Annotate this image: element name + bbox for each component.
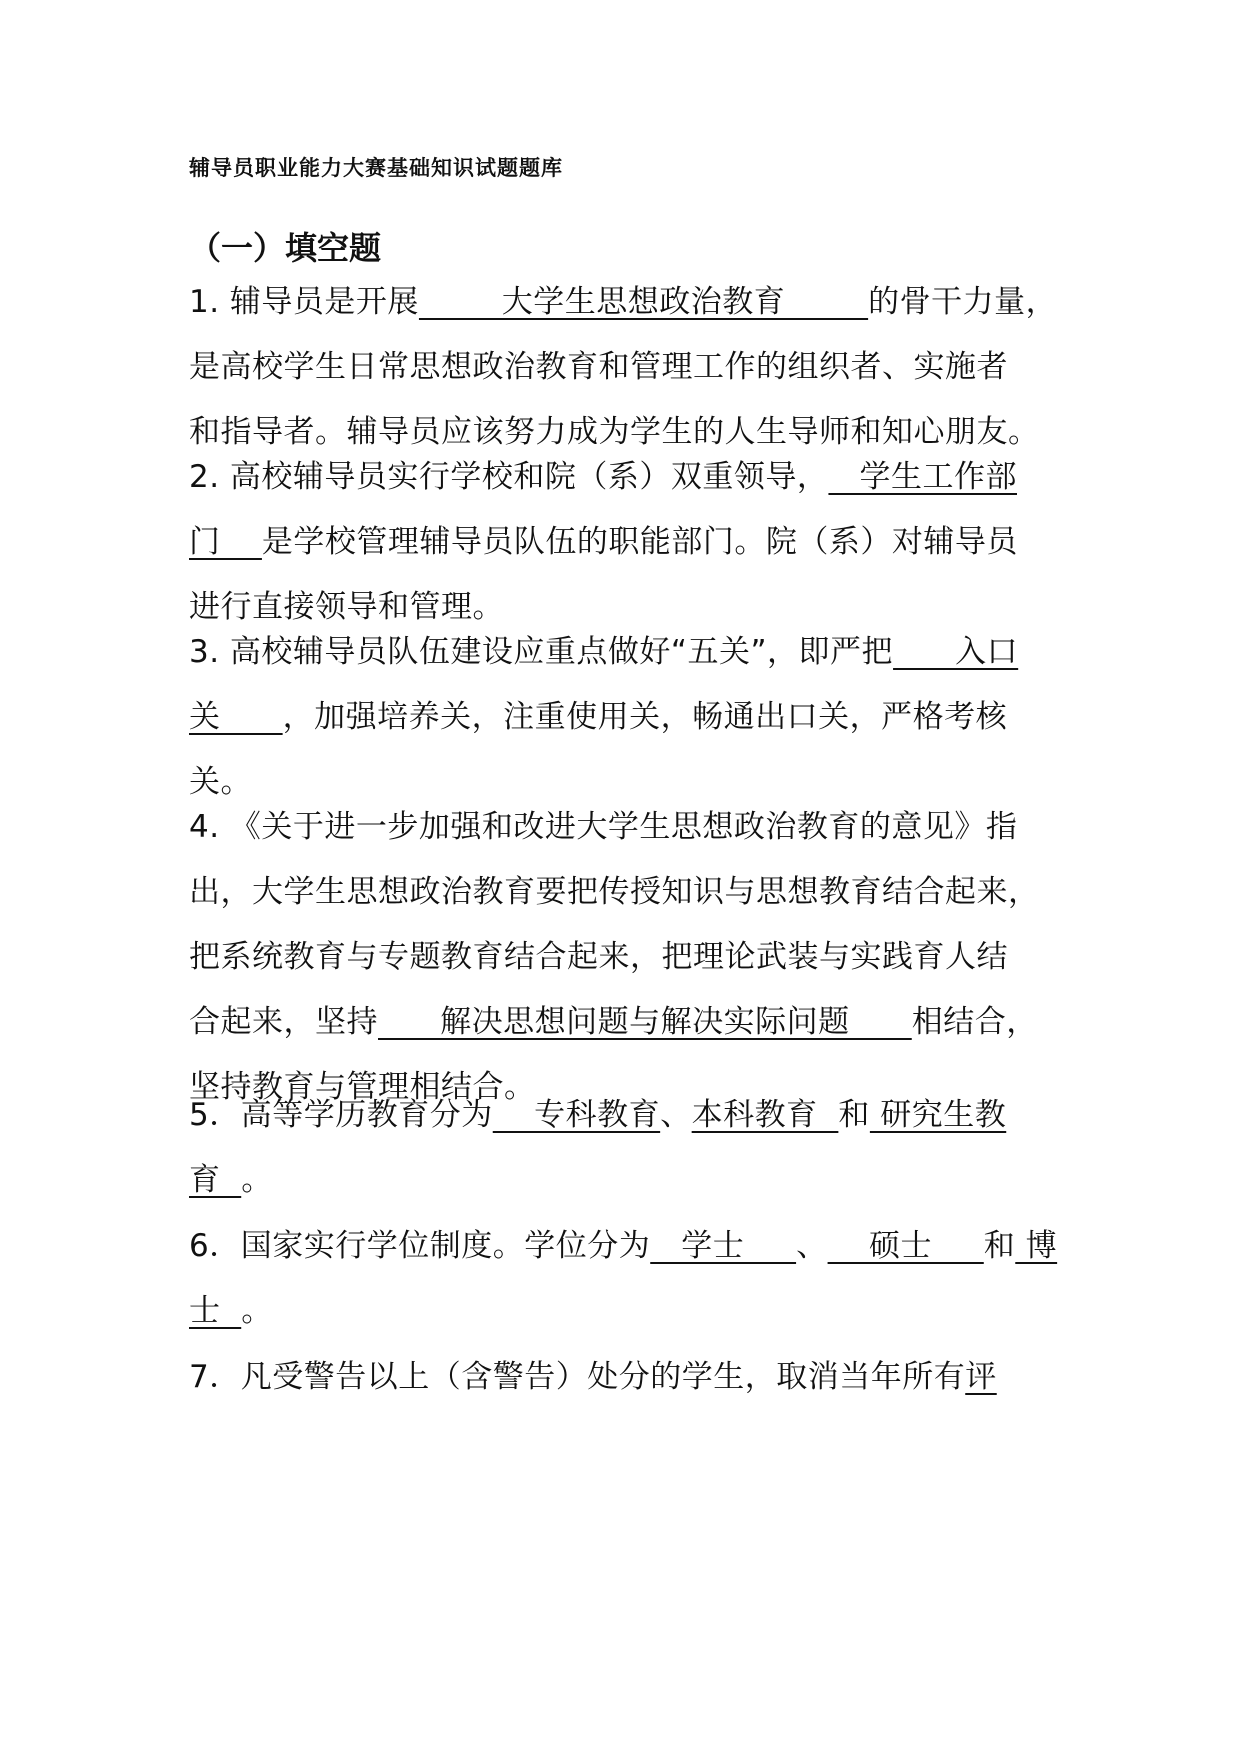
question-line: 关。	[189, 764, 252, 800]
question-7	[189, 1345, 1069, 1410]
question-6	[189, 1214, 1069, 1344]
question-line: 和指导者。辅导员应该努力成为学生的人生导师和知心朋友。	[189, 414, 1040, 450]
answer-blank: 专科教育	[492, 1097, 661, 1133]
question-text: 7．凡受警告以上（含警告）处分的学生，取消当年所有	[189, 1359, 966, 1395]
question-text: 和	[983, 1228, 1016, 1264]
question-text: 1. 辅导员是开展	[189, 284, 419, 320]
answer-blank: 育	[189, 1162, 242, 1198]
question-2	[189, 445, 1069, 640]
question-3	[189, 620, 1069, 815]
answer-blank: 入口	[893, 634, 1019, 670]
question-text: 、	[796, 1228, 828, 1264]
question-line	[189, 1279, 1069, 1344]
question-text: 的骨干力量，	[868, 284, 1058, 320]
question-line	[189, 990, 1069, 1055]
question-line: 是高校学生日常思想政治教育和管理工作的组织者、实施者	[189, 349, 1008, 385]
answer-blank: 评	[965, 1359, 997, 1395]
question-text: 。	[241, 1293, 273, 1329]
answer-blank: 研究生教	[869, 1097, 1007, 1133]
question-line	[189, 270, 1069, 335]
question-text: 相结合，	[911, 1004, 1038, 1040]
question-line: 把系统教育与专题教育结合起来，把理论武装与实践育人结	[189, 939, 1008, 975]
answer-blank: 门	[189, 524, 262, 560]
question-line: 出，大学生思想政治教育要把传授知识与思想教育结合起来，	[189, 874, 1040, 910]
question-line	[189, 1148, 1069, 1213]
question-1	[189, 270, 1069, 465]
question-line: 坚持教育与管理相结合。	[189, 1069, 536, 1105]
question-text: 和	[838, 1097, 870, 1133]
question-text: 合起来，坚持	[189, 1004, 378, 1040]
answer-blank: 博	[1015, 1228, 1058, 1264]
question-line	[189, 445, 1069, 510]
question-line	[189, 1214, 1069, 1279]
answer-blank: 硕士	[827, 1228, 984, 1264]
question-line	[189, 620, 1069, 685]
section-title: （一）填空题	[189, 229, 382, 267]
answer-blank: 关	[189, 699, 283, 735]
document-title: 辅导员职业能力大赛基础知识试题题库	[189, 155, 563, 180]
question-text: 6．国家实行学位制度。学位分为	[189, 1228, 651, 1264]
answer-blank: 士	[189, 1293, 242, 1329]
question-text: ，加强培养关，注重使用关，畅通出口关，严格考核	[282, 699, 1008, 735]
question-text: 、	[660, 1097, 692, 1133]
question-text: 2. 高校辅导员实行学校和院（系）双重领导，	[189, 459, 829, 495]
question-line: 进行直接领导和管理。	[189, 589, 504, 625]
question-line	[189, 1345, 1069, 1410]
answer-blank: 解决思想问题与解决实际问题	[378, 1004, 912, 1040]
question-text: 5．高等学历教育分为	[189, 1097, 493, 1133]
question-line	[189, 685, 1069, 750]
question-text: 。	[241, 1162, 273, 1198]
question-line	[189, 510, 1069, 575]
answer-blank: 大学生思想政治教育	[418, 284, 869, 320]
question-line: 4. 《关于进一步加强和改进大学生思想政治教育的意见》指	[189, 809, 1018, 845]
question-4	[189, 795, 1069, 1120]
question-text: 3. 高校辅导员队伍建设应重点做好“五关”，即严把	[189, 634, 894, 670]
answer-blank: 学生工作部	[828, 459, 1017, 495]
question-text: 是学校管理辅导员队伍的职能部门。院（系）对辅导员	[261, 524, 1018, 560]
answer-blank: 学士	[650, 1228, 797, 1264]
answer-blank: 本科教育	[691, 1097, 839, 1133]
question-5	[189, 1083, 1069, 1213]
question-line	[189, 1083, 1069, 1148]
